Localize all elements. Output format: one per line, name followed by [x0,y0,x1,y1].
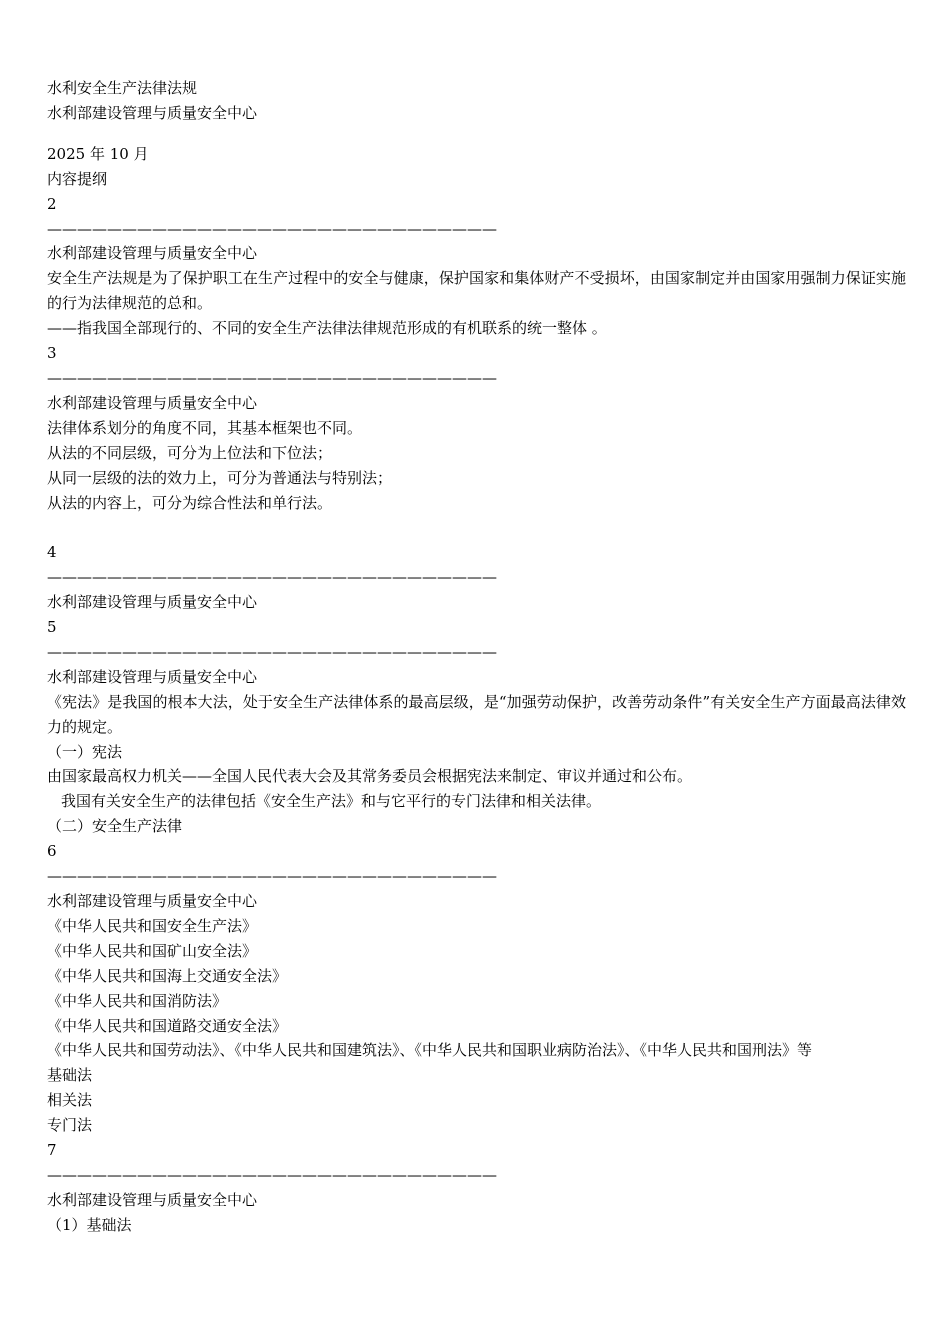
category-label: 专门法 [47,1116,93,1135]
paragraph: 安全生产法规是为了保护职工在生产过程中的安全与健康，保护国家和集体财产不受损坏，由国家制定并由国家用强制力保证实施的行为法律规范的总和。 [47,269,906,313]
section-header: 水利部建设管理与质量安全中心 [47,1190,258,1209]
subheading: （一）宪法 [47,742,123,761]
text-line: 法律体系划分的角度不同，其基本框架也不同。 [47,418,363,437]
section-header: 水利部建设管理与质量安全中心 [47,891,258,910]
spacer [47,126,906,142]
separator-rule: —————————————————————————————— [47,867,497,886]
page-number: 7 [47,1141,57,1160]
page-number: 3 [47,344,57,363]
section-header: 水利部建设管理与质量安全中心 [47,393,258,412]
separator-rule: —————————————————————————————— [47,368,497,387]
page-number: 6 [47,842,57,861]
page-number: 2 [47,194,57,213]
section-header: 水利部建设管理与质量安全中心 [47,593,258,612]
page-number: 5 [47,618,57,637]
spacer [47,515,906,540]
section-header: 水利部建设管理与质量安全中心 [47,244,258,263]
doc-org: 水利部建设管理与质量安全中心 [47,103,258,122]
separator-rule: —————————————————————————————— [47,219,497,238]
category-label: 相关法 [47,1091,93,1110]
doc-title: 水利安全生产法律法规 [47,79,198,97]
text-line: 从同一层级的法的效力上，可分为普通法与特别法； [47,468,393,487]
separator-rule: —————————————————————————————— [47,642,497,661]
category-label: 基础法 [47,1066,93,1085]
subheading: （二）安全生产法律 [47,817,183,836]
section-header: 水利部建设管理与质量安全中心 [47,667,258,686]
separator-rule: —————————————————————————————— [47,568,497,587]
doc-date: 2025 年 10 月 [47,144,149,163]
paragraph: 我国有关安全生产的法律包括《安全生产法》和与它平行的专门法律和相关法律。 [61,792,602,811]
paragraph: 《宪法》是我国的根本大法，处于安全生产法律体系的最高层级，是“加强劳动保护，改善劳动条件”有关安全生产方面最高法律效力的规定。 [47,692,906,736]
paragraph: ——指我国全部现行的、不同的安全生产法律法律规范形成的有机联系的统一整体 。 [47,319,607,338]
text-line: 从法的内容上，可分为综合性法和单行法。 [47,493,333,512]
separator-rule: —————————————————————————————— [47,1165,497,1184]
doc-outline: 内容提纲 [47,169,108,188]
law-item: 《中华人民共和国消防法》 [47,991,228,1010]
paragraph: 《中华人民共和国劳动法》、《中华人民共和国建筑法》、《中华人民共和国职业病防治法》、《中华人民共和国刑法》等 [47,1041,813,1060]
text-line: 从法的不同层级，可分为上位法和下位法； [47,443,333,462]
paragraph: 由国家最高权力机关——全国人民代表大会及其常务委员会根据宪法来制定、审议并通过和公布。 [47,767,693,786]
law-item: 《中华人民共和国矿山安全法》 [47,941,258,960]
law-item: 《中华人民共和国海上交通安全法》 [47,966,288,985]
subheading: （1）基础法 [47,1215,132,1234]
law-item: 《中华人民共和国安全生产法》 [47,916,258,935]
page-number: 4 [47,543,57,562]
law-item: 《中华人民共和国道路交通安全法》 [47,1016,288,1035]
